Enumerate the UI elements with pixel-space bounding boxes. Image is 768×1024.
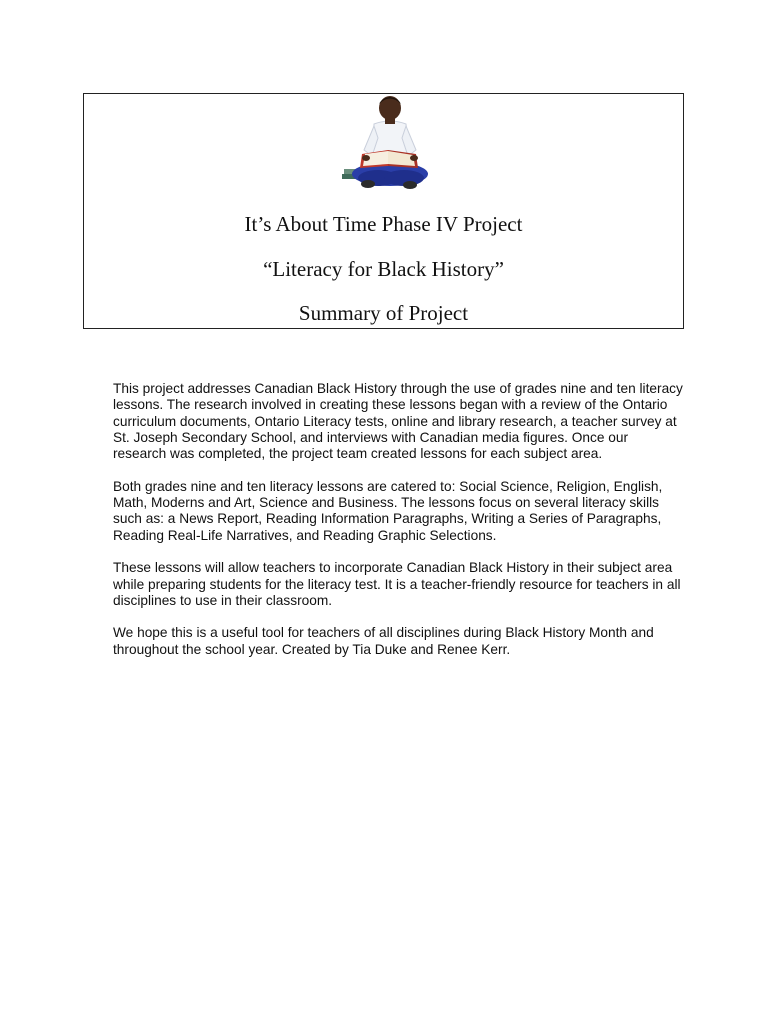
paragraph: We hope this is a useful tool for teachers of all disciplines during Black History Month and throughout the school year. Created by Tia Duke and Renee Kerr. xyxy=(113,625,654,657)
paragraph: This project addresses Canadian Black History through the use of grades nine and ten literacy lessons. The research involved in creating these lessons began with a review of the Ontario curriculum documents, Ontario Literacy tests, online and library research, a teacher survey at St. Joseph Secondary School, and interviews with Canadian media figures. Once our research was completed, the project team created lessons for each subject area. xyxy=(113,381,683,462)
summary-body xyxy=(113,381,683,674)
paragraph: These lessons will allow teachers to incorporate Canadian Black History in their subject area while preparing students for the literacy test. It is a teacher-friendly resource for teachers in all disciplines to use in their classroom. xyxy=(113,560,681,608)
document-title: It’s About Time Phase IV Project xyxy=(244,212,523,236)
child-reading-book-icon xyxy=(338,94,432,192)
paragraph: Both grades nine and ten literacy lessons are catered to: Social Science, Religion, English, Math, Moderns and Art, Science and Business. The lessons focus on several literacy skills such as: a News Report, Reading Information Paragraphs, Writing a Series of Paragraphs, Reading Real-Life Narratives, and Reading Graphic Selections. xyxy=(113,478,663,543)
section-heading: Summary of Project xyxy=(298,301,469,325)
document-subtitle: “Literacy for Black History” xyxy=(263,257,504,281)
title-box xyxy=(83,93,684,329)
